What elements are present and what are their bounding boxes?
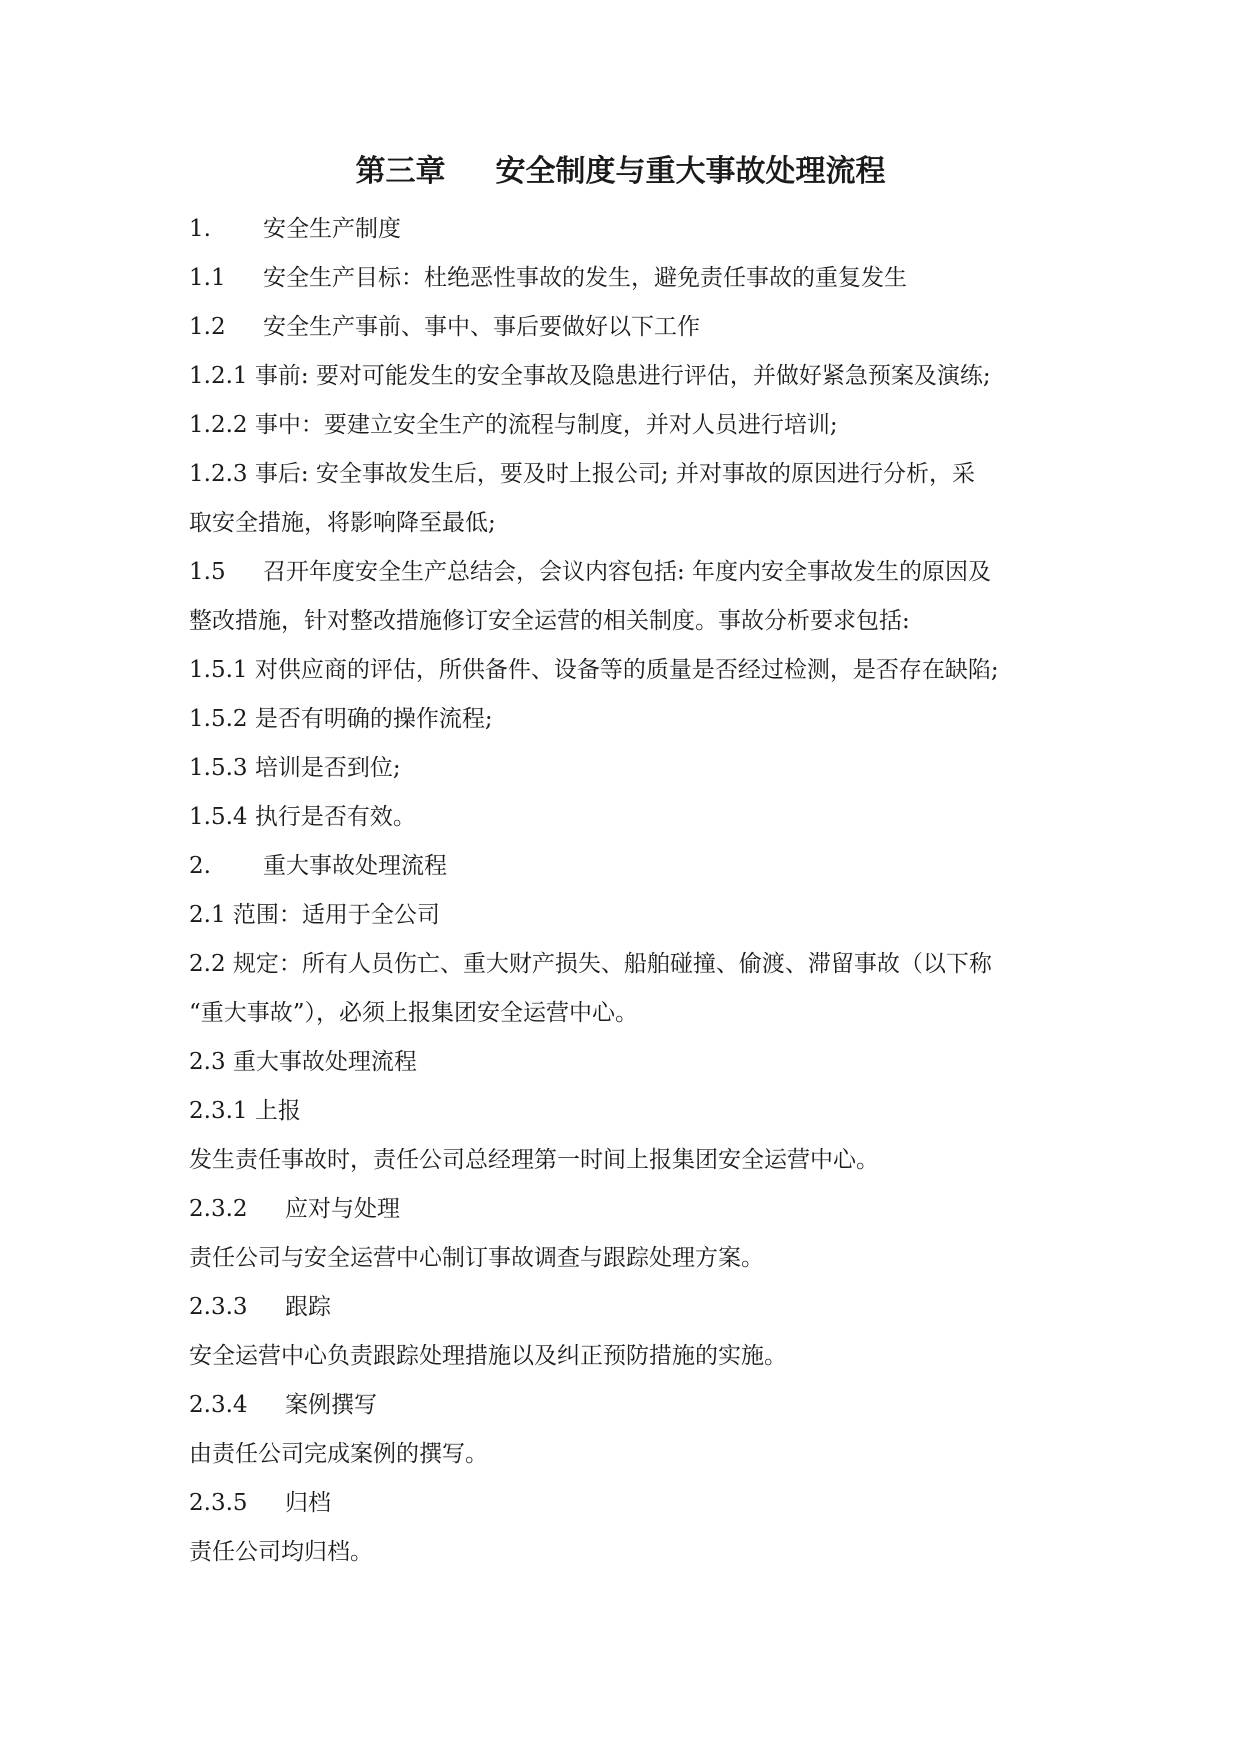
clause-number: 2.3.4 — [189, 1392, 248, 1418]
clause-line — [189, 1381, 1069, 1430]
clause-number: 2.3.2 — [189, 1196, 248, 1222]
section-title: 重大事故处理流程 — [263, 853, 447, 879]
chapter-title — [0, 150, 1241, 194]
clause-number: 2.3.3 — [189, 1294, 248, 1320]
chapter-number: 第三章 — [355, 154, 446, 189]
section-title: 安全生产制度 — [263, 216, 401, 242]
clause-line: 1.2.3 事后: 安全事故发生后，要及时上报公司; 并对事故的原因进行分析，采 — [189, 461, 975, 487]
document-body — [189, 205, 1069, 1577]
section-heading — [189, 842, 1069, 891]
section-heading — [189, 205, 1069, 254]
clause-text: 召开年度安全生产总结会，会议内容包括: 年度内安全事故发生的原因及 — [263, 559, 992, 585]
clause-body: 责任公司与安全运营中心制订事故调查与跟踪处理方案。 — [189, 1245, 764, 1271]
clause-number: 2.3.5 — [189, 1490, 248, 1516]
clause-line — [189, 1479, 1069, 1528]
section-number: 2. — [189, 853, 211, 879]
clause-continuation: “重大事故”），必须上报集团安全运营中心。 — [189, 1000, 639, 1026]
clause-number: 1.5 — [189, 559, 226, 585]
clause-line — [189, 1283, 1069, 1332]
clause-text: 安全生产目标：杜绝恶性事故的发生，避免责任事故的重复发生 — [263, 265, 907, 291]
clause-line: 1.5.3 培训是否到位; — [189, 755, 401, 781]
clause-continuation: 整改措施，针对整改措施修订安全运营的相关制度。事故分析要求包括: — [189, 608, 910, 634]
chapter-heading: 安全制度与重大事故处理流程 — [495, 154, 886, 189]
clause-body: 由责任公司完成案例的撰写。 — [189, 1441, 488, 1467]
clause-line — [189, 1185, 1069, 1234]
clause-text: 归档 — [285, 1490, 331, 1516]
clause-line: 1.2.1 事前: 要对可能发生的安全事故及隐患进行评估，并做好紧急预案及演练; — [189, 363, 991, 389]
clause-line: 2.1 范围：适用于全公司 — [189, 902, 440, 928]
clause-line: 1.2.2 事中：要建立安全生产的流程与制度，并对人员进行培训; — [189, 412, 838, 438]
clause-line: 1.5.2 是否有明确的操作流程; — [189, 706, 493, 732]
clause-body: 发生责任事故时，责任公司总经理第一时间上报集团安全运营中心。 — [189, 1147, 879, 1173]
clause-line — [189, 303, 1069, 352]
clause-line: 1.5.4 执行是否有效。 — [189, 804, 416, 830]
clause-line: 2.2 规定：所有人员伤亡、重大财产损失、船舶碰撞、偷渡、滞留事故（以下称 — [189, 951, 992, 977]
clause-continuation: 取安全措施，将影响降至最低; — [189, 510, 496, 536]
clause-text: 应对与处理 — [285, 1196, 400, 1222]
clause-text: 跟踪 — [285, 1294, 331, 1320]
clause-body: 责任公司均归档。 — [189, 1539, 373, 1565]
clause-line: 2.3.1 上报 — [189, 1098, 301, 1124]
section-number: 1. — [189, 216, 211, 242]
clause-line — [189, 254, 1069, 303]
clause-number: 1.2 — [189, 314, 226, 340]
clause-body: 安全运营中心负责跟踪处理措施以及纠正预防措施的实施。 — [189, 1343, 787, 1369]
clause-number: 1.1 — [189, 265, 226, 291]
clause-line — [189, 548, 1069, 597]
clause-text: 案例撰写 — [285, 1392, 377, 1418]
clause-text: 安全生产事前、事中、事后要做好以下工作 — [263, 314, 700, 340]
clause-line: 1.5.1 对供应商的评估，所供备件、设备等的质量是否经过检测，是否存在缺陷; — [189, 657, 999, 683]
clause-line: 2.3 重大事故处理流程 — [189, 1049, 417, 1075]
